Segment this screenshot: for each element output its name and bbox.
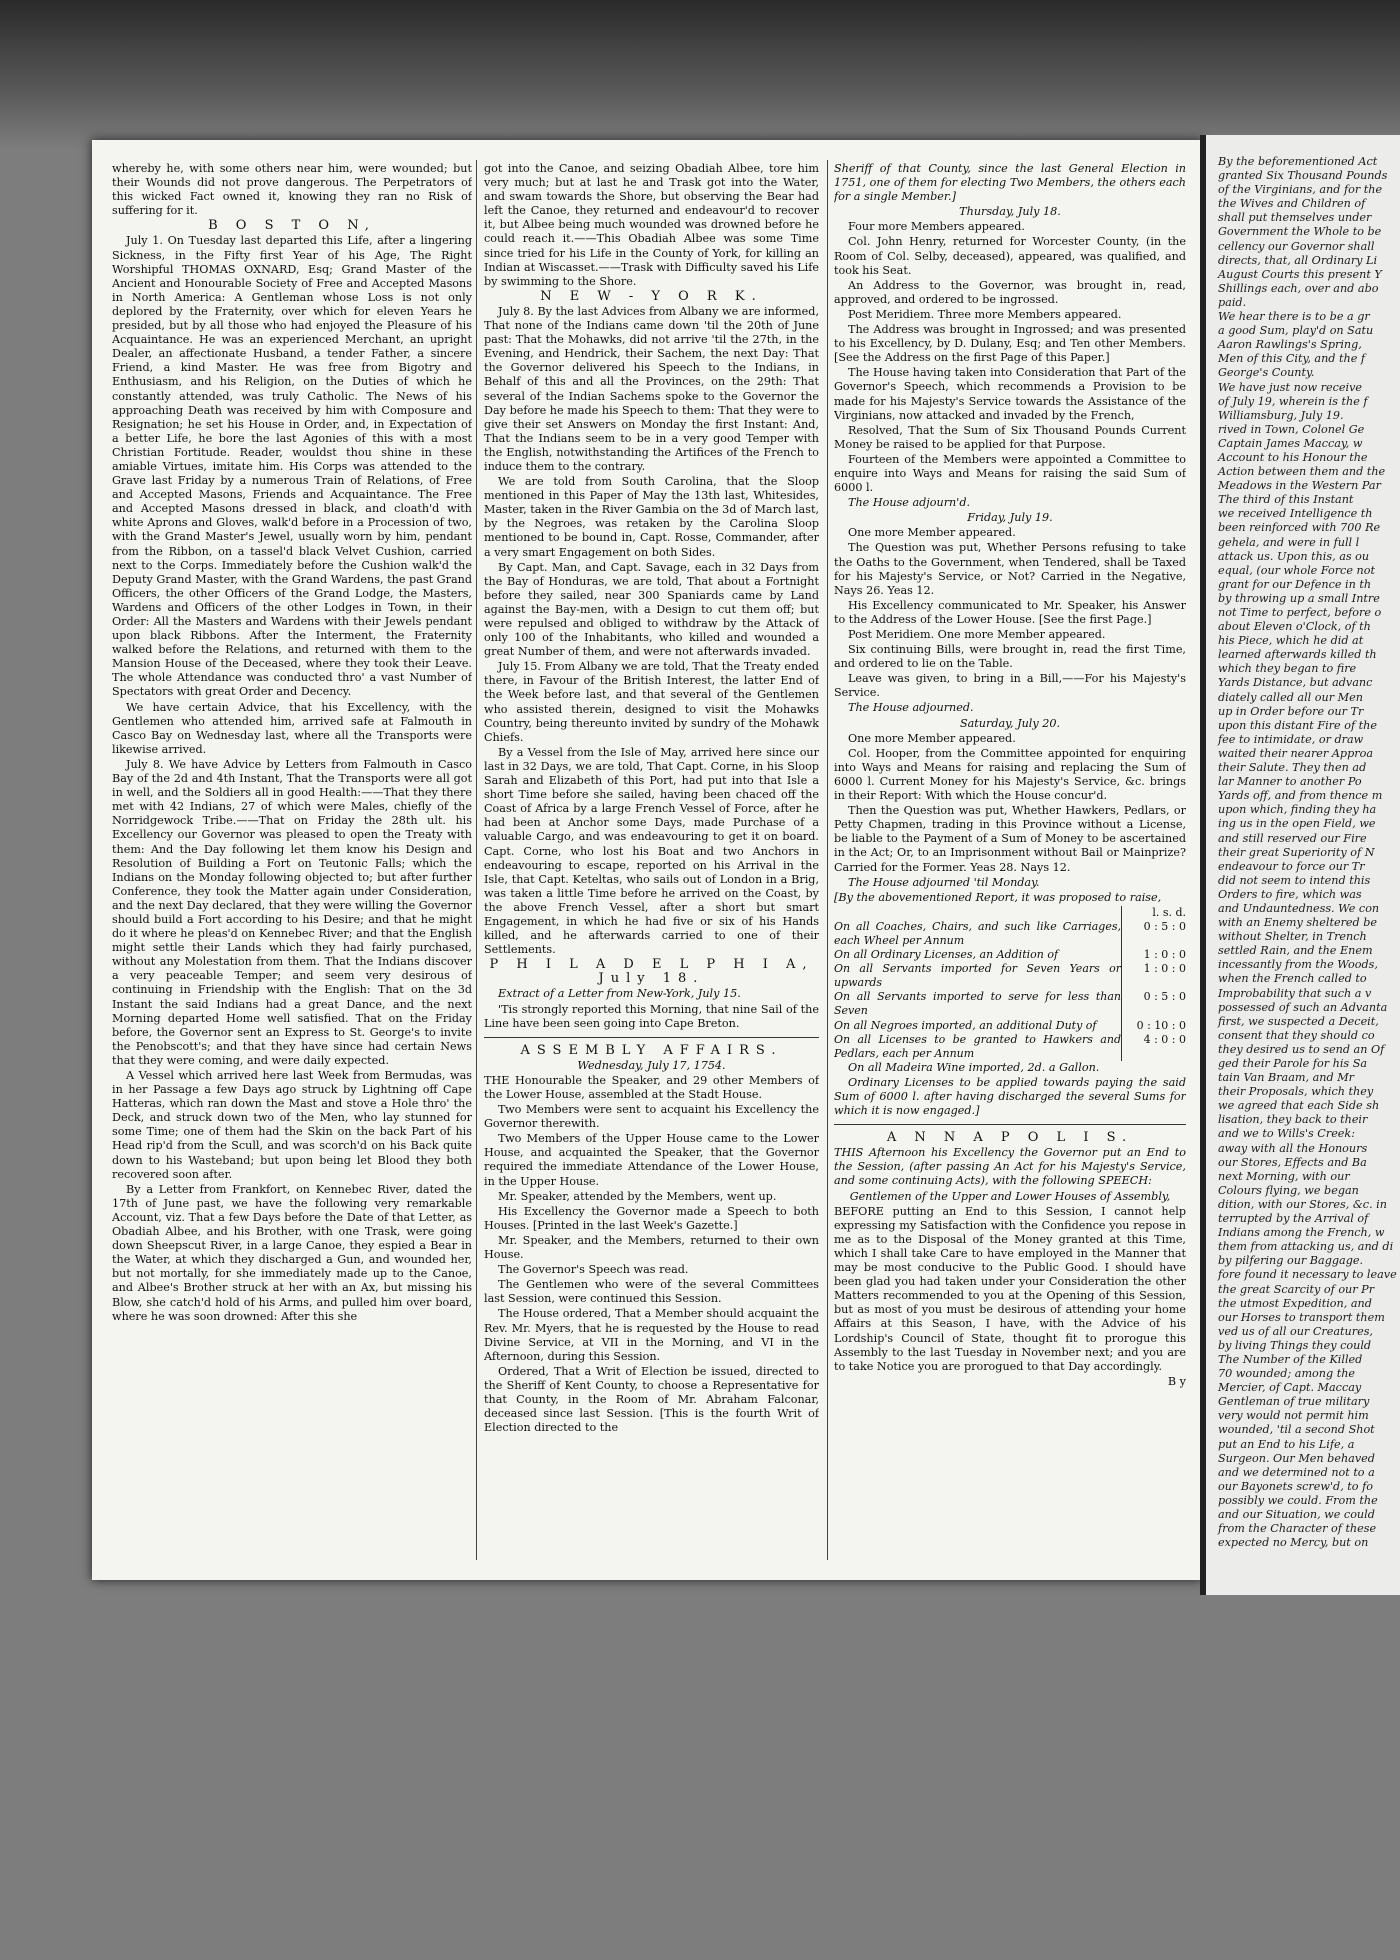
article-paragraph: The Question was put, Whether Persons refusing to take the Oaths to the Government, when Tendered, shall be Taxed for his Majesty's Service, or Not? Carried in the Negative, Nays 26. Yeas 12. bbox=[834, 541, 1186, 597]
facing-page-line: Action between them and the bbox=[1218, 465, 1386, 479]
facing-page-line: The Number of the Killed bbox=[1218, 1352, 1363, 1366]
facing-page-text bbox=[1218, 155, 1400, 1550]
facing-page-line: and we to Wills's Creek: bbox=[1218, 1127, 1355, 1141]
heading-boston: B O S T O N, bbox=[208, 218, 376, 234]
assembly-date: Wednesday, July 17, 1754. bbox=[577, 1058, 726, 1072]
facing-page-line: August Courts this present Y bbox=[1218, 267, 1382, 281]
facing-page-line: granted Six Thousand Pounds bbox=[1218, 169, 1388, 183]
article-paragraph: Two Members were sent to acquaint his Excellency the Governor therewith. bbox=[484, 1103, 819, 1131]
facing-page-line: we agreed that each Side sh bbox=[1218, 1099, 1380, 1113]
article-paragraph: A Vessel which arrived here last Week from Bermudas, was in her Passage a few Days ago struck by Lightning off Cape Hatteras, which ran down the Mast and stove a Hole thro' the Deck, and struck down two of the Men, who lay stunned for some Time; one of them had the Skin on the back Part of his Head rip'd from the Scull, and was scorch'd on his Back quite down to his Wasteband; but upon being let Blood they both recovered soon after. bbox=[112, 1069, 472, 1181]
article-paragraph: 'Tis strongly reported this Morning, that nine Sail of the Line have been seen going into Cape Breton. bbox=[484, 1002, 819, 1030]
article-paragraph: Leave was given, to bring in a Bill,——For his Majesty's Service. bbox=[834, 672, 1186, 700]
article-paragraph: We are told from South Carolina, that the Sloop mentioned in this Paper of May the 13th last, Whitesides, Master, taken in the River Gambia on the 3d of March last, by the Negroes, was retaken by the Carolina Sloop mentioned to be bound in, Capt. Rosse, Commander, after a very smart Engagement on both Sides. bbox=[484, 475, 819, 559]
facing-page-line: grant for our Defence in th bbox=[1218, 577, 1372, 591]
facing-page-line: by throwing up a small Intre bbox=[1218, 591, 1380, 605]
facing-page-line: Surgeon. Our Men behaved bbox=[1218, 1451, 1375, 1465]
tax-item: On all Servants imported for Seven Years or upwards bbox=[834, 962, 1121, 990]
facing-page-line: gehela, and were in full l bbox=[1218, 535, 1360, 549]
facing-page-line: when the French called to bbox=[1218, 972, 1367, 986]
facing-page-line: up in Order before our Tr bbox=[1218, 704, 1364, 718]
tax-amount: 0 : 10 : 0 bbox=[1122, 1019, 1187, 1033]
tax-header-row bbox=[834, 906, 1186, 920]
facing-page-line: dition, with our Stores, &c. in bbox=[1218, 1197, 1387, 1211]
article-paragraph: Then the Question was put, Whether Hawkers, Pedlars, or Petty Chapmen, trading in this Province without a License, be liable to the Payment of a Sum of Money to be ascertained in the Act; Or, to an Imprisonment without Bail or Mainprize? Carried for the Former. Yeas 28. Nays 12. bbox=[834, 804, 1186, 874]
facing-page-line: possibly we could. From the bbox=[1218, 1493, 1378, 1507]
tax-item: On all Negroes imported, an additional Duty of bbox=[834, 1018, 1097, 1032]
facing-page-line: Indians among the French, w bbox=[1218, 1226, 1385, 1240]
facing-page-line: the great Scarcity of our Pr bbox=[1218, 1282, 1375, 1296]
column-rule bbox=[827, 160, 828, 1560]
facing-page-line: Shillings each, over and abo bbox=[1218, 281, 1379, 295]
facing-page-line: We hear there is to be a gr bbox=[1218, 310, 1370, 324]
date-saturday: Saturday, July 20. bbox=[959, 716, 1061, 730]
article-paragraph: The House ordered, That a Member should acquaint the Rev. Mr. Myers, that he is requested by the House to read Divine Service, at VII in the Morning, and VI in the Afternoon, during this Session. bbox=[484, 1307, 819, 1363]
facing-page-line: we received Intelligence th bbox=[1218, 507, 1373, 521]
facing-page-line: cellency our Governor shall bbox=[1218, 239, 1375, 253]
tax-item: On all Ordinary Licenses, an Addition of bbox=[834, 948, 1059, 962]
article-paragraph: Ordered, That a Writ of Election be issued, directed to the Sheriff of Kent County, to choose a Representative for that County, in the Room of Mr. Abraham Falconar, deceased since last Session. [This is the fourth Writ of Election directed to the bbox=[484, 1364, 819, 1435]
heading-new-york: N E W - Y O R K. bbox=[540, 288, 763, 304]
facing-page-line: did not seem to intend this bbox=[1218, 873, 1371, 887]
facing-page-line: fee to intimidate, or draw bbox=[1218, 732, 1364, 746]
section-divider bbox=[834, 1124, 1186, 1125]
article-paragraph: Ordinary Licenses to be applied towards paying the said Sum of 6000 l. after having discharged the several Sums for which it is now engaged.] bbox=[834, 1075, 1186, 1118]
article-paragraph: Col. Hooper, from the Committee appointed for enquiring into Ways and Means for raising and replacing the Sum of 6000 l. Current Money for his Majesty's Service, &c. brings in their Report: With which the House concur'd. bbox=[834, 746, 1186, 803]
facing-page-line: The third of this Instant bbox=[1218, 493, 1354, 507]
facing-page-line: by pilfering our Baggage. bbox=[1218, 1254, 1364, 1268]
article-paragraph: Four more Members appeared. bbox=[848, 220, 1025, 234]
tax-row bbox=[834, 1019, 1186, 1033]
facing-page-line: our Horses to transport them bbox=[1218, 1310, 1385, 1324]
facing-page-line: learned afterwards killed th bbox=[1218, 648, 1377, 662]
article-paragraph: Two Members of the Upper House came to the Lower House, and acquainted the Speaker, that the Governor required the immediate Attendance of the Lower House, in the Upper House. bbox=[484, 1132, 819, 1188]
facing-page-line: the utmost Expedition, and bbox=[1218, 1296, 1372, 1310]
facing-page-line: Aaron Rawlings's Spring, bbox=[1218, 338, 1362, 352]
facing-page-line: Mercier, of Capt. Maccay bbox=[1218, 1381, 1362, 1395]
article-paragraph: July 1. On Tuesday last departed this Life, after a lingering Sickness, in the Fifty first Year of his Age, The Right Worshipful THOMAS OXNARD, Esq; Grand Master of the Ancient and Honourable Society of Free and Accepted Masons in North America: A Gentleman whose Loss is not only deplored by the Fraternity, over which for eleven Years he presided, but by all those who had enjoyed the Pleasure of his Acquaintance. He was an experienced Merchant, an upright Dealer, an affectionate Husband, a tender Father, a sincere Friend, a kind Master. He was free from Bigotry and Enthusiasm, and his Religion, on the Duties of which he constantly attended, was truly Catholic. The News of his approaching Death was received by him with Composure and Resignation; he set his House in Order, and, in Expectation of a better Life, he bore the last Agonies of this with a most Christian Fortitude. Reader, wouldst thou shine in these amiable Virtues, imitate him. His Corps was attended to the Grave last Friday by a numerous Train of Relations, of Free and Accepted Masons, Friends and Acquaintance. The Free and Accepted Masons dressed in black, and cloath'd with white Aprons and Gloves, walk'd before in a Procession of two, with the Grand Master's Jewel, usually worn by him, pendant from the Ribbon, on a tassel'd black Velvet Cushion, carried next to the Corps. Immediately before the Cushion walk'd the Deputy Grand Master, with the Grand Wardens, the past Grand Officers, the other Officers of the Grand Lodge, the Masters, Wardens and Officers of the other Lodges in Town, in their Order: All the Masters and Wardens with their Jewels pendant upon black Ribbons. After the Interment, the Fraternity walked before the Relations, and returned with them to the Mansion House of the Deceased, where they took their Leave. The whole Attendance was conducted thro' a vast Number of Spectators with great Order and Decency. bbox=[112, 234, 472, 699]
tax-item: On all Coaches, Chairs, and such like Carriages, each Wheel per Annum bbox=[834, 919, 1121, 947]
facing-page-line: and still reserved our Fire bbox=[1218, 831, 1367, 845]
facing-page-line: very would not permit him bbox=[1218, 1409, 1369, 1423]
facing-page-line: incessantly from the Woods, bbox=[1218, 958, 1378, 972]
article-paragraph: Sheriff of that County, since the last General Election in 1751, one of them for electing Two Members, the others each for a single Member.] bbox=[834, 162, 1186, 204]
heading-annapolis: A N N A P O L I S. bbox=[886, 1130, 1134, 1146]
facing-page-line: Men of this City, and the f bbox=[1218, 352, 1366, 366]
article-paragraph: By Capt. Man, and Capt. Savage, each in 32 Days from the Bay of Honduras, we are told, That about a Fortnight before they sailed, near 300 Spaniards came by Land against the Bay-men, with a Design to cut them off; but were repulsed and obliged to withdraw by the Attack of only 100 of the Inhabitants, who killed and wounded a great Number of them, and were not afterwards invaded. bbox=[484, 560, 819, 659]
facing-page-line: lisation, they back to their bbox=[1218, 1113, 1368, 1127]
facing-page-line: put an End to his Life, a bbox=[1218, 1437, 1355, 1451]
article-paragraph: THE Honourable the Speaker, and 29 other Members of the Lower House, assembled at the Stadt House. bbox=[484, 1073, 819, 1101]
facing-page-line: away with all the Honours bbox=[1218, 1141, 1368, 1155]
tax-row bbox=[834, 962, 1186, 990]
article-paragraph: One more Member appeared. bbox=[848, 731, 1016, 745]
article-paragraph: Post Meridiem. One more Member appeared. bbox=[848, 628, 1106, 641]
tax-amount: 1 : 0 : 0 bbox=[1122, 962, 1187, 990]
scan-shadow bbox=[0, 0, 1400, 150]
article-paragraph: One more Member appeared. bbox=[848, 526, 1016, 540]
article-paragraph: whereby he, with some others near him, were wounded; but their Wounds did not prove dangerous. The Perpetrators of this wicked Fact owned it, knowing they ran no Risk of suffering for it. bbox=[112, 162, 472, 218]
facing-page-line: by living Things they could bbox=[1218, 1338, 1372, 1352]
facing-page-line: they desired us to send an Of bbox=[1218, 1042, 1385, 1056]
article-paragraph: Mr. Speaker, attended by the Members, went up. bbox=[498, 1189, 777, 1203]
article-paragraph: Post Meridiem. Three more Members appeared. bbox=[848, 307, 1122, 321]
article-paragraph: [By the abovementioned Report, it was proposed to raise, bbox=[834, 890, 1162, 904]
article-paragraph: His Excellency communicated to Mr. Speaker, his Answer to the Address of the Lower House. [See the first Page.] bbox=[834, 598, 1186, 626]
facing-page-line: wounded, 'til a second Shot bbox=[1218, 1423, 1375, 1437]
facing-page-line: which they began to fire bbox=[1218, 662, 1357, 676]
facing-page-line: Yards Distance, but advanc bbox=[1218, 676, 1373, 690]
facing-page-line: Colours flying, we began bbox=[1218, 1183, 1359, 1197]
facing-page-line: fore found it necessary to leave bbox=[1218, 1268, 1397, 1282]
facing-page-line: paid. bbox=[1218, 295, 1247, 309]
facing-page-line: tain Van Braam, and Mr bbox=[1218, 1071, 1355, 1085]
facing-page-line: with an Enemy sheltered be bbox=[1218, 916, 1378, 930]
facing-page-line: been reinforced with 700 Re bbox=[1218, 521, 1381, 535]
facing-page-line: upon which, finding they ha bbox=[1218, 803, 1377, 817]
facing-page-line: our Stores, Effects and Ba bbox=[1218, 1155, 1367, 1169]
catchword: B y bbox=[1167, 1374, 1186, 1388]
facing-page-line: first, we suspected a Deceit, bbox=[1218, 1014, 1379, 1028]
heading-philadelphia: P H I L A D E L P H I A, July 18. bbox=[489, 957, 814, 987]
article-paragraph: An Address to the Governor, was brought in, read, approved, and ordered to be ingrossed. bbox=[834, 278, 1186, 306]
article-paragraph: On all Madeira Wine imported, 2d. a Gallon. bbox=[848, 1060, 1100, 1074]
facing-page-line: of the Virginians, and for the bbox=[1218, 183, 1383, 197]
facing-page-line: and we determined not to a bbox=[1218, 1465, 1375, 1479]
facing-page-line: Account to his Honour the bbox=[1218, 450, 1368, 464]
tax-row bbox=[834, 920, 1186, 948]
tax-amount: 1 : 0 : 0 bbox=[1122, 948, 1187, 962]
facing-page-line: their Salute. They then ad bbox=[1218, 761, 1367, 775]
facing-page-line: rived in Town, Colonel Ge bbox=[1218, 422, 1365, 436]
article-paragraph: Fourteen of the Members were appointed a Committee to enquire into Ways and Means for raising the said Sum of 6000 l. bbox=[834, 452, 1186, 495]
column-rule bbox=[476, 160, 477, 1560]
facing-page-line: ing us in the open Field, we bbox=[1218, 817, 1376, 831]
newspaper-page bbox=[92, 140, 1202, 1580]
facing-page-line: their Proposals, which they bbox=[1218, 1085, 1374, 1099]
facing-page-line: By the beforementioned Act bbox=[1218, 155, 1378, 168]
tax-row bbox=[834, 1033, 1186, 1061]
article-paragraph: THIS Afternoon his Excellency the Governor put an End to the Session, (after passing An Act for his Majesty's Service, and some continuing Acts), with the following SPEECH: bbox=[834, 1146, 1186, 1188]
facing-page-line: attack us. Upon this, as ou bbox=[1218, 549, 1370, 563]
facing-page-line: Orders to fire, which was bbox=[1218, 887, 1362, 901]
facing-page-line: equal, (our whole Force not bbox=[1218, 563, 1375, 577]
facing-page-line: waited their nearer Approa bbox=[1218, 746, 1373, 760]
article-paragraph: The House adjourned. bbox=[848, 701, 974, 715]
tax-item: On all Licenses to be granted to Hawkers and Pedlars, each per Annum bbox=[834, 1032, 1121, 1060]
letter-extract-title: Extract of a Letter from New-York, July 15. bbox=[498, 987, 741, 1001]
article-paragraph: Col. John Henry, returned for Worcester County, (in the Room of Col. Selby, deceased), appeared, was qualified, and took his Seat. bbox=[834, 235, 1186, 277]
facing-page-line: Gentleman of true military bbox=[1218, 1395, 1370, 1409]
facing-page-line: a good Sum, play'd on Satu bbox=[1218, 324, 1374, 338]
facing-page-line: and our Situation, we could bbox=[1218, 1508, 1375, 1521]
speech-salutation: Gentlemen of the Upper and Lower Houses of Assembly, bbox=[849, 1189, 1171, 1203]
article-paragraph: Mr. Speaker, and the Members, returned to their own House. bbox=[484, 1233, 819, 1262]
facing-page-line: Captain James Maccay, w bbox=[1218, 436, 1363, 450]
article-paragraph: We have certain Advice, that his Excellency, with the Gentlemen who attended him, arrived safe at Falmouth in Casco Bay on Wednesday last, where all the Transports were likewise arrived. bbox=[112, 700, 472, 756]
column-2 bbox=[484, 162, 819, 1562]
section-divider bbox=[484, 1037, 819, 1038]
tax-row bbox=[834, 990, 1186, 1018]
facing-page-line: lar Manner to another Po bbox=[1218, 775, 1362, 789]
facing-page-line: without Shelter, in Trench bbox=[1218, 930, 1367, 944]
date-thursday: Thursday, July 18. bbox=[959, 205, 1061, 219]
article-paragraph: July 15. From Albany we are told, That the Treaty ended there, in Favour of the British Interest, the latter End of the Week before last, and that several of the Gentlemen who assisted therein, designed to visit the Mohawks Country, being thereunto invited by sundry of the Mohawk Chiefs. bbox=[484, 660, 819, 744]
facing-page-line: not Time to perfect, before o bbox=[1218, 606, 1382, 619]
heading-assembly-affairs: ASSEMBLY AFFAIRS. bbox=[520, 1042, 783, 1058]
article-paragraph: The House having taken into Consideration that Part of the Governor's Speech, which recommends a Provision to be made for his Majesty's Service towards the Assistance of the Virginians, now attacked and invaded by the French, bbox=[834, 366, 1186, 422]
facing-page-line: our Bayonets screw'd, to fo bbox=[1218, 1479, 1373, 1493]
facing-page-line: George's County. bbox=[1218, 366, 1315, 380]
article-paragraph: His Excellency the Governor made a Speech to both Houses. [Printed in the last Week's Gazette.] bbox=[484, 1204, 819, 1232]
facing-page-line: of July 19, wherein is the f bbox=[1218, 394, 1368, 408]
column-1 bbox=[112, 162, 472, 1562]
facing-page-line: Improbability that such a v bbox=[1218, 986, 1372, 1000]
facing-page-line: Yards off, and from thence m bbox=[1218, 789, 1383, 803]
facing-page-line: his Piece, which he did at bbox=[1218, 634, 1364, 648]
facing-page-line: diately called all our Men bbox=[1218, 690, 1363, 704]
article-paragraph: The House adjourned 'til Monday. bbox=[848, 875, 1040, 889]
facing-page-line: from the Character of these bbox=[1218, 1522, 1377, 1536]
article-paragraph: Resolved, That the Sum of Six Thousand Pounds Current Money be raised to be applied for that Purpose. bbox=[834, 423, 1186, 451]
article-paragraph: got into the Canoe, and seizing Obadiah Albee, tore him very much; but at last he and Trask got into the Water, and swam towards the Shore, but observing the Bear had left the Canoe, they returned and endeavour'd to recover it, but Albee being much wounded was drowned before he could reach it.——This Obadiah Albee was some Time since tried for his Life in the County of York, for killing an Indian at Wiscasset.——Trask with Difficulty saved his Life by swimming to the Shore. bbox=[484, 162, 819, 288]
tax-amount: 0 : 5 : 0 bbox=[1122, 920, 1187, 948]
facing-page-line: them from attacking us, and di bbox=[1218, 1240, 1394, 1254]
facing-page-line: 70 wounded; among the bbox=[1218, 1367, 1356, 1381]
tax-header: l. s. d. bbox=[1122, 906, 1187, 920]
facing-page-line: expected no Mercy, but on bbox=[1218, 1536, 1369, 1550]
facing-page-line: shall put themselves under bbox=[1218, 211, 1372, 225]
tax-amount: 0 : 5 : 0 bbox=[1122, 990, 1187, 1018]
article-paragraph: July 8. By the last Advices from Albany we are informed, That none of the Indians came down 'til the 20th of June past: That the Mohawks, did not arrive 'til the 27th, in the Evening, and Hendrick, their Sachem, the next Day: That the Governor delivered his Speech to the Indians, in Behalf of this and all the Provinces, on the 29th: That several of the Indian Sachems spoke to the Governor the Day before he made his Speech to them: That they were to give their set Answers on Monday the first Instant: And, That the Indians seem to be in a very good Temper with the English, notwithstanding the Artifices of the French to induce them to the contrary. bbox=[484, 304, 819, 473]
facing-page-line: ved us of all our Creatures, bbox=[1218, 1324, 1373, 1338]
facing-page-line: directs, that, all Ordinary Li bbox=[1218, 253, 1378, 267]
facing-page-line: Government the Whole to be bbox=[1218, 225, 1382, 239]
article-paragraph: The Address was brought in Ingrossed; and was presented to his Excellency, by D. Dulany, Esq; and Ten other Members. [See the Address on the first Page of this Paper.] bbox=[834, 323, 1186, 365]
facing-page-line: settled Rain, and the Enem bbox=[1218, 944, 1373, 958]
speech-text: BEFORE putting an End to this Session, I cannot help expressing my Satisfaction with the Confidence you repose in me as to the Disposal of the Money granted at this Time, which I shall take Care to have employed in the Manner that may be most conducive to the Public Good. I should have been glad you had taken under your Consideration the other Matters recommended to you at the Opening of this Session, but as most of you must be desirous of attending your home Affairs at this Season, I have, with the Advice of his Lordship's Council of State, thought fit to prorogue this Assembly to the last Tuesday in November next; and you are to take Notice you are prorogued to that Day accordingly. bbox=[834, 1204, 1186, 1373]
tax-amount: 4 : 0 : 0 bbox=[1122, 1033, 1187, 1061]
column-3 bbox=[834, 162, 1186, 1562]
facing-page-line: Meadows in the Western Par bbox=[1218, 479, 1381, 493]
facing-page-line: ged their Parole for his Sa bbox=[1218, 1057, 1368, 1070]
facing-page-line: possessed of such an Advanta bbox=[1218, 1000, 1388, 1014]
tax-row bbox=[834, 948, 1186, 962]
facing-page-line: Williamsburg, July 19. bbox=[1218, 408, 1344, 422]
facing-page-line: and Undauntedness. We con bbox=[1218, 901, 1380, 915]
article-paragraph: The House adjourn'd. bbox=[848, 496, 971, 510]
facing-page-line: We have just now receive bbox=[1218, 380, 1363, 394]
facing-page-line: consent that they should co bbox=[1218, 1028, 1375, 1042]
article-paragraph: The Governor's Speech was read. bbox=[498, 1263, 689, 1277]
facing-page-line: next Morning, with our bbox=[1218, 1169, 1350, 1183]
facing-page-line: their great Superiority of N bbox=[1218, 845, 1375, 859]
article-paragraph: By a Letter from Frankfort, on Kennebec River, dated the 17th of June past, we have the following very remarkable Account, viz. That a few Days before the Date of that Letter, as Obadiah Albee, and his Brother, with one Trask, were going down Sheepscut River, in a large Canoe, they espied a Bear in the Water, at which they discharged a Gun, and wounded her, but not mortally, for she immediately made up to the Canoe, and Albee's Brother struck at her with an Ax, but missing his Blow, she catch'd hold of his Arms, and pulled him over board, where he was soon drowned: After this she bbox=[112, 1182, 472, 1323]
facing-page-line: endeavour to force our Tr bbox=[1218, 859, 1365, 873]
tax-item: On all Servants imported to serve for less than Seven bbox=[834, 990, 1121, 1018]
article-paragraph: Six continuing Bills, were brought in, read the first Time, and ordered to lie on the Table. bbox=[834, 643, 1186, 671]
facing-page-line: about Eleven o'Clock, of th bbox=[1218, 620, 1371, 634]
facing-page bbox=[1200, 135, 1400, 1595]
article-paragraph: By a Vessel from the Isle of May, arrived here since our last in 32 Days, we are told, That Capt. Corne, in his Sloop Sarah and Elizabeth of this Port, had put into that Isle a short Time before she sailed, having been chaced off the Coast of Africa by a large French Vessel of Force, after he had been at Anchor some Days, made Purchase of a valuable Cargo, and was endeavouring to get it on board. Capt. Corne, who lost his Boat and two Anchors in endeavouring to escape, reported on his Arrival in the Isle, that Capt. Keteltas, who sails out of London in a Brig, was taken a little Time before he arrived on the Coast, by the above French Vessel, after a short but smart Engagement, in which he had five or six of his Hands killed, and he afterwards carried to one of their Settlements. bbox=[484, 745, 819, 957]
facing-page-line: the Wives and Children of bbox=[1218, 197, 1366, 211]
facing-page-line: terrupted by the Arrival of bbox=[1218, 1212, 1369, 1226]
article-paragraph: July 8. We have Advice by Letters from Falmouth in Casco Bay of the 2d and 4th Instant, That the Transports were all got in well, and the Soldiers all in good Health:——That they there met with 42 Indians, 27 of which were Males, chiefly of the Norridgewock Tribe.——That on Friday the 28th ult. his Excellency our Governor was pleased to open the Treaty with them: And the Day following let them know his Design and Resolution of Building a Fort on Teutonic Falls; which the Indians on the Monday following objected to; but after further Conference, they took the Matter again under Consideration, and the next Day declared, that they were willing the Governor should build a Fort according to his Desire; and that he might do it where he pleas'd on Kennebec River; and that the English might settle their Lands which they had fairly purchased, without any Molestation from them. That the Indians discover a very peaceable Temper; and seem very desirous of continuing in Friendship with the English: That on the 3d Instant the said Indians had a great Dance, and the next Morning departed Home well satisfied. That on the Friday before, the Governor sent an Express to St. George's to invite the Penobscott's; and that they have since had certain News that they were coming, and were daily expected. bbox=[112, 757, 472, 1067]
date-friday: Friday, July 19. bbox=[967, 511, 1053, 525]
tax-table bbox=[834, 906, 1186, 1061]
facing-page-line: upon this distant Fire of the bbox=[1218, 718, 1377, 732]
article-paragraph: The Gentlemen who were of the several Committees last Session, were continued this Session. bbox=[484, 1278, 819, 1306]
